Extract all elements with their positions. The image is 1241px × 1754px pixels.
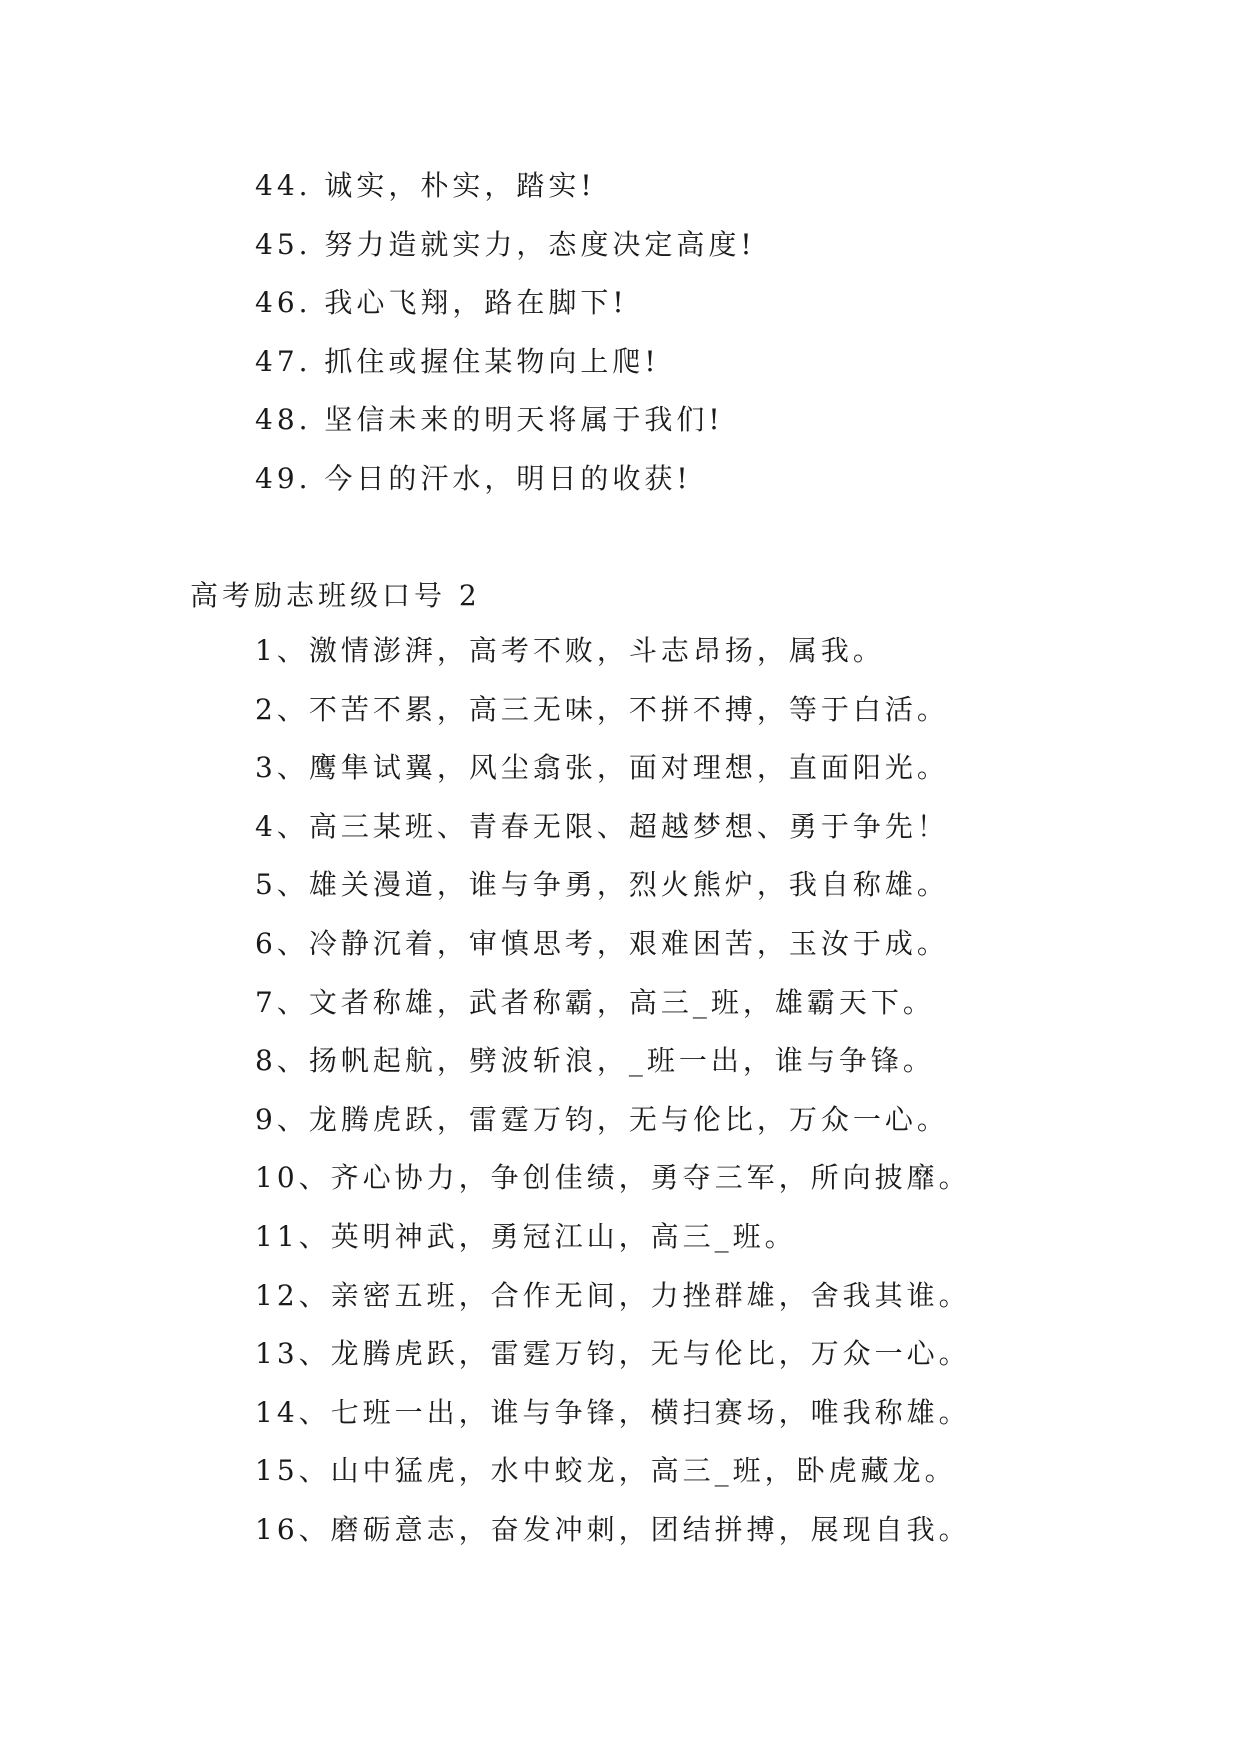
list-item: 3、鹰隼试翼，风尘翕张，面对理想，直面阳光。	[255, 751, 949, 785]
list-item: 47. 抓住或握住某物向上爬!	[255, 344, 660, 378]
list-item: 46. 我心飞翔，路在脚下!	[255, 286, 628, 320]
list-item: 6、冷静沉着，审慎思考，艰难困苦，玉汝于成。	[255, 926, 949, 960]
list-item: 16、磨砺意志，奋发冲刺，团结拼搏，展现自我。	[255, 1512, 971, 1546]
list-item: 7、文者称雄，武者称霸，高三_班，雄霸天下。	[255, 985, 935, 1019]
list-item: 12、亲密五班，合作无间，力挫群雄，舍我其谁。	[255, 1278, 971, 1312]
list-item: 11、英明神武，勇冠江山，高三_班。	[255, 1219, 797, 1253]
list-item: 1、激情澎湃，高考不败，斗志昂扬，属我。	[255, 634, 885, 667]
list-item: 4、高三某班、青春无限、超越梦想、勇于争先！	[255, 809, 949, 843]
slogan-list	[255, 622, 971, 1560]
list-item: 45. 努力造就实力，态度决定高度!	[255, 227, 756, 261]
list-item: 10、齐心协力，争创佳绩，勇夺三军，所向披靡。	[255, 1161, 971, 1195]
section-heading: 高考励志班级口号 2	[190, 579, 481, 612]
list-item: 44. 诚实，朴实，踏实!	[255, 169, 596, 202]
list-item: 9、龙腾虎跃，雷霆万钧，无与伦比，万众一心。	[255, 1102, 949, 1136]
list-item: 8、扬帆起航，劈波斩浪，_班一出，谁与争锋。	[255, 1044, 935, 1078]
list-item: 13、龙腾虎跃，雷霆万钧，无与伦比，万众一心。	[255, 1337, 971, 1371]
list-item: 2、不苦不累，高三无味，不拼不搏，等于白活。	[255, 692, 949, 726]
list-item: 48. 坚信未来的明天将属于我们!	[255, 403, 724, 437]
slogan-list-continued	[255, 157, 756, 509]
list-item: 5、雄关漫道，谁与争勇，烈火熊炉，我自称雄。	[255, 868, 949, 902]
list-item: 15、山中猛虎，水中蛟龙，高三_班，卧虎藏龙。	[255, 1454, 957, 1488]
list-item: 49. 今日的汗水，明日的收获!	[255, 461, 692, 495]
list-item: 14、七班一出，谁与争锋，横扫赛场，唯我称雄。	[255, 1395, 971, 1429]
